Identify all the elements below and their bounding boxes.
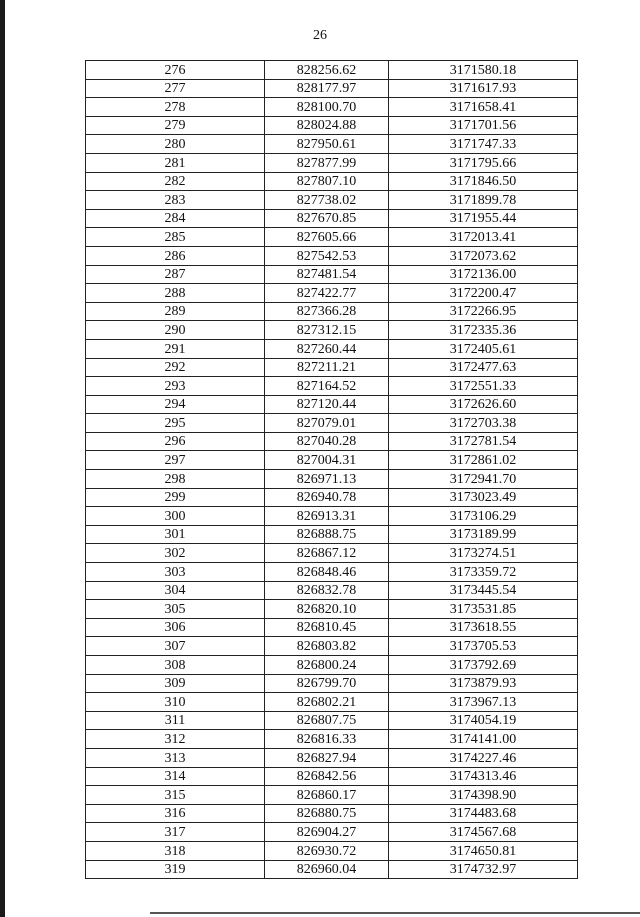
y-coordinate-cell: 3171846.50	[389, 172, 578, 191]
y-coordinate-cell: 3174054.19	[389, 711, 578, 730]
point-number-cell: 297	[86, 451, 265, 470]
point-number-cell: 281	[86, 153, 265, 172]
x-coordinate-cell: 827542.53	[265, 246, 389, 265]
table-row	[86, 767, 578, 786]
x-coordinate-cell: 827422.77	[265, 284, 389, 303]
point-number-cell: 303	[86, 563, 265, 582]
point-number-cell: 290	[86, 321, 265, 340]
table-row	[86, 637, 578, 656]
x-coordinate-cell: 826860.17	[265, 786, 389, 805]
coordinates-table-body	[86, 61, 578, 879]
table-row	[86, 98, 578, 117]
y-coordinate-cell: 3172477.63	[389, 358, 578, 377]
y-coordinate-cell: 3172551.33	[389, 377, 578, 396]
y-coordinate-cell: 3173445.54	[389, 581, 578, 600]
point-number-cell: 319	[86, 860, 265, 879]
x-coordinate-cell: 826913.31	[265, 507, 389, 526]
x-coordinate-cell: 826867.12	[265, 544, 389, 563]
table-row	[86, 804, 578, 823]
x-coordinate-cell: 827164.52	[265, 377, 389, 396]
y-coordinate-cell: 3171747.33	[389, 135, 578, 154]
point-number-cell: 310	[86, 693, 265, 712]
point-number-cell: 278	[86, 98, 265, 117]
point-number-cell: 284	[86, 209, 265, 228]
x-coordinate-cell: 826930.72	[265, 841, 389, 860]
y-coordinate-cell: 3173274.51	[389, 544, 578, 563]
y-coordinate-cell: 3174650.81	[389, 841, 578, 860]
table-row	[86, 135, 578, 154]
y-coordinate-cell: 3173967.13	[389, 693, 578, 712]
point-number-cell: 276	[86, 61, 265, 80]
table-row	[86, 61, 578, 80]
y-coordinate-cell: 3172405.61	[389, 339, 578, 358]
point-number-cell: 285	[86, 228, 265, 247]
table-row	[86, 228, 578, 247]
table-row	[86, 395, 578, 414]
table-row	[86, 544, 578, 563]
table-row	[86, 209, 578, 228]
point-number-cell: 291	[86, 339, 265, 358]
y-coordinate-cell: 3171701.56	[389, 116, 578, 135]
x-coordinate-cell: 827738.02	[265, 191, 389, 210]
table-row	[86, 563, 578, 582]
table-row	[86, 302, 578, 321]
point-number-cell: 298	[86, 470, 265, 489]
table-row	[86, 656, 578, 675]
x-coordinate-cell: 827211.21	[265, 358, 389, 377]
point-number-cell: 309	[86, 674, 265, 693]
y-coordinate-cell: 3172861.02	[389, 451, 578, 470]
y-coordinate-cell: 3172781.54	[389, 432, 578, 451]
point-number-cell: 301	[86, 525, 265, 544]
table-row	[86, 79, 578, 98]
table-row	[86, 674, 578, 693]
point-number-cell: 302	[86, 544, 265, 563]
table-row	[86, 116, 578, 135]
y-coordinate-cell: 3173879.93	[389, 674, 578, 693]
y-coordinate-cell: 3173106.29	[389, 507, 578, 526]
x-coordinate-cell: 827605.66	[265, 228, 389, 247]
point-number-cell: 314	[86, 767, 265, 786]
point-number-cell: 293	[86, 377, 265, 396]
x-coordinate-cell: 827877.99	[265, 153, 389, 172]
y-coordinate-cell: 3173531.85	[389, 600, 578, 619]
point-number-cell: 316	[86, 804, 265, 823]
x-coordinate-cell: 827807.10	[265, 172, 389, 191]
point-number-cell: 296	[86, 432, 265, 451]
y-coordinate-cell: 3172626.60	[389, 395, 578, 414]
x-coordinate-cell: 826904.27	[265, 823, 389, 842]
table-row	[86, 284, 578, 303]
coordinates-table	[85, 60, 578, 879]
table-row	[86, 823, 578, 842]
x-coordinate-cell: 827004.31	[265, 451, 389, 470]
x-coordinate-cell: 828256.62	[265, 61, 389, 80]
point-number-cell: 292	[86, 358, 265, 377]
x-coordinate-cell: 828100.70	[265, 98, 389, 117]
x-coordinate-cell: 827079.01	[265, 414, 389, 433]
x-coordinate-cell: 826827.94	[265, 748, 389, 767]
x-coordinate-cell: 826848.46	[265, 563, 389, 582]
x-coordinate-cell: 828177.97	[265, 79, 389, 98]
table-row	[86, 786, 578, 805]
y-coordinate-cell: 3172136.00	[389, 265, 578, 284]
table-row	[86, 153, 578, 172]
y-coordinate-cell: 3172266.95	[389, 302, 578, 321]
y-coordinate-cell: 3171955.44	[389, 209, 578, 228]
point-number-cell: 315	[86, 786, 265, 805]
point-number-cell: 308	[86, 656, 265, 675]
y-coordinate-cell: 3172941.70	[389, 470, 578, 489]
x-coordinate-cell: 827366.28	[265, 302, 389, 321]
table-row	[86, 488, 578, 507]
x-coordinate-cell: 828024.88	[265, 116, 389, 135]
x-coordinate-cell: 827481.54	[265, 265, 389, 284]
point-number-cell: 312	[86, 730, 265, 749]
table-row	[86, 191, 578, 210]
scan-edge-left	[0, 0, 5, 917]
table-row	[86, 414, 578, 433]
x-coordinate-cell: 826807.75	[265, 711, 389, 730]
point-number-cell: 288	[86, 284, 265, 303]
x-coordinate-cell: 826940.78	[265, 488, 389, 507]
y-coordinate-cell: 3173189.99	[389, 525, 578, 544]
point-number-cell: 305	[86, 600, 265, 619]
x-coordinate-cell: 826810.45	[265, 618, 389, 637]
table-row	[86, 711, 578, 730]
y-coordinate-cell: 3174313.46	[389, 767, 578, 786]
point-number-cell: 279	[86, 116, 265, 135]
point-number-cell: 277	[86, 79, 265, 98]
point-number-cell: 317	[86, 823, 265, 842]
x-coordinate-cell: 826888.75	[265, 525, 389, 544]
table-row	[86, 339, 578, 358]
table-row	[86, 432, 578, 451]
table-row	[86, 321, 578, 340]
y-coordinate-cell: 3174141.00	[389, 730, 578, 749]
point-number-cell: 300	[86, 507, 265, 526]
x-coordinate-cell: 826802.21	[265, 693, 389, 712]
y-coordinate-cell: 3174732.97	[389, 860, 578, 879]
y-coordinate-cell: 3172013.41	[389, 228, 578, 247]
point-number-cell: 283	[86, 191, 265, 210]
x-coordinate-cell: 827312.15	[265, 321, 389, 340]
y-coordinate-cell: 3173705.53	[389, 637, 578, 656]
x-coordinate-cell: 826832.78	[265, 581, 389, 600]
point-number-cell: 286	[86, 246, 265, 265]
y-coordinate-cell: 3171795.66	[389, 153, 578, 172]
y-coordinate-cell: 3174483.68	[389, 804, 578, 823]
table-row	[86, 525, 578, 544]
table-row	[86, 507, 578, 526]
table-row	[86, 748, 578, 767]
y-coordinate-cell: 3174227.46	[389, 748, 578, 767]
x-coordinate-cell: 826842.56	[265, 767, 389, 786]
x-coordinate-cell: 827260.44	[265, 339, 389, 358]
y-coordinate-cell: 3174567.68	[389, 823, 578, 842]
point-number-cell: 304	[86, 581, 265, 600]
table-row	[86, 841, 578, 860]
y-coordinate-cell: 3171899.78	[389, 191, 578, 210]
table-row	[86, 470, 578, 489]
point-number-cell: 299	[86, 488, 265, 507]
y-coordinate-cell: 3171658.41	[389, 98, 578, 117]
y-coordinate-cell: 3172703.38	[389, 414, 578, 433]
y-coordinate-cell: 3172073.62	[389, 246, 578, 265]
point-number-cell: 295	[86, 414, 265, 433]
point-number-cell: 313	[86, 748, 265, 767]
y-coordinate-cell: 3173359.72	[389, 563, 578, 582]
table-row	[86, 860, 578, 879]
table-row	[86, 451, 578, 470]
x-coordinate-cell: 827670.85	[265, 209, 389, 228]
y-coordinate-cell: 3171617.93	[389, 79, 578, 98]
table-row	[86, 246, 578, 265]
y-coordinate-cell: 3172200.47	[389, 284, 578, 303]
point-number-cell: 289	[86, 302, 265, 321]
y-coordinate-cell: 3171580.18	[389, 61, 578, 80]
point-number-cell: 311	[86, 711, 265, 730]
point-number-cell: 294	[86, 395, 265, 414]
table-row	[86, 693, 578, 712]
y-coordinate-cell: 3173618.55	[389, 618, 578, 637]
x-coordinate-cell: 826800.24	[265, 656, 389, 675]
table-row	[86, 265, 578, 284]
table-row	[86, 618, 578, 637]
x-coordinate-cell: 826799.70	[265, 674, 389, 693]
x-coordinate-cell: 826960.04	[265, 860, 389, 879]
x-coordinate-cell: 826803.82	[265, 637, 389, 656]
table-row	[86, 172, 578, 191]
table-row	[86, 358, 578, 377]
table-row	[86, 730, 578, 749]
y-coordinate-cell: 3174398.90	[389, 786, 578, 805]
x-coordinate-cell: 827040.28	[265, 432, 389, 451]
x-coordinate-cell: 826971.13	[265, 470, 389, 489]
point-number-cell: 280	[86, 135, 265, 154]
x-coordinate-cell: 827950.61	[265, 135, 389, 154]
scan-edge-bottom	[150, 912, 640, 914]
page-number: 26	[313, 28, 327, 43]
x-coordinate-cell: 826820.10	[265, 600, 389, 619]
point-number-cell: 282	[86, 172, 265, 191]
x-coordinate-cell: 827120.44	[265, 395, 389, 414]
x-coordinate-cell: 826816.33	[265, 730, 389, 749]
y-coordinate-cell: 3173023.49	[389, 488, 578, 507]
point-number-cell: 307	[86, 637, 265, 656]
point-number-cell: 287	[86, 265, 265, 284]
point-number-cell: 306	[86, 618, 265, 637]
x-coordinate-cell: 826880.75	[265, 804, 389, 823]
table-row	[86, 600, 578, 619]
y-coordinate-cell: 3173792.69	[389, 656, 578, 675]
y-coordinate-cell: 3172335.36	[389, 321, 578, 340]
table-row	[86, 377, 578, 396]
table-row	[86, 581, 578, 600]
point-number-cell: 318	[86, 841, 265, 860]
